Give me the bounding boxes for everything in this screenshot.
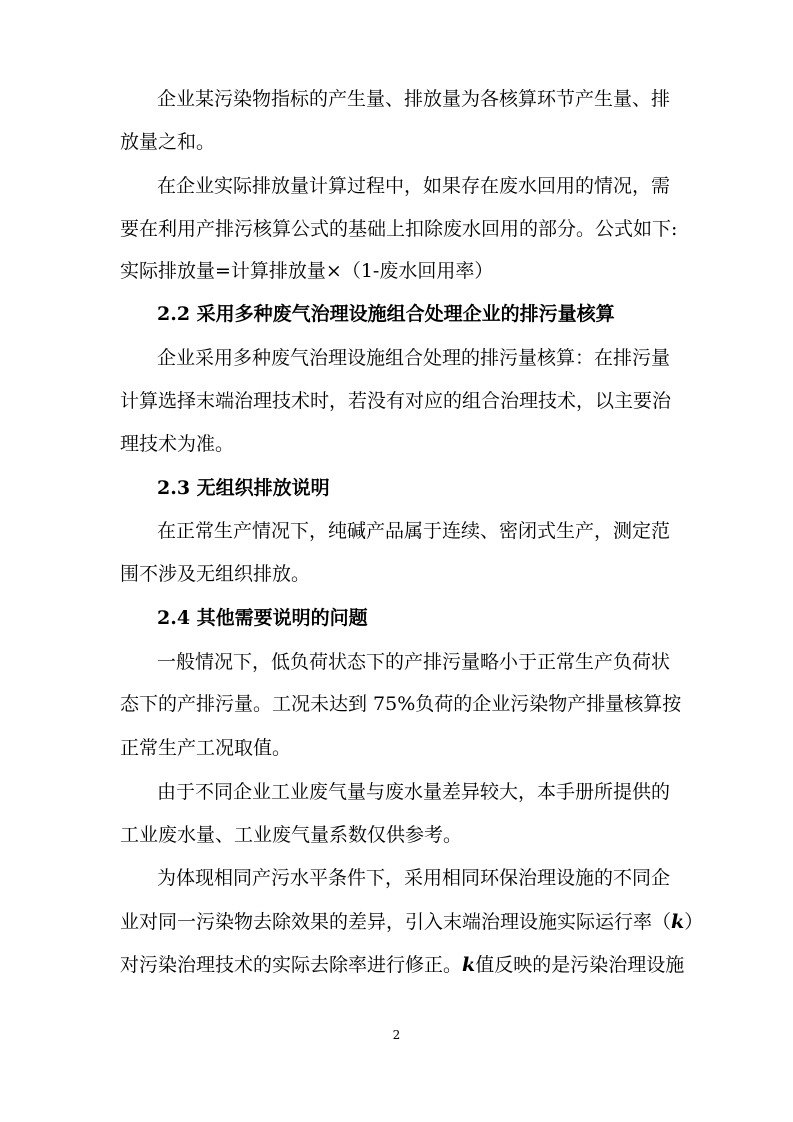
formula-line: 实际排放量=计算排放量×（1-废水回用率）: [120, 260, 494, 282]
k-symbol: k: [462, 954, 476, 976]
paragraph-1-line-1: 企业某污染物指标的产生量、排放量为各核算环节产生量、排: [157, 88, 671, 110]
paragraph-7-line-3-rest: 值反映的是污染治理设施: [475, 954, 685, 976]
paragraph-5-line-2: 态下的产排污量。工况未达到 75%负荷的企业污染物产排量核算按: [120, 693, 682, 715]
paragraph-7-line-2: [120, 911, 703, 933]
paragraph-3-line-1: 企业采用多种废气治理设施组合处理的排污量核算：在排污量: [157, 347, 671, 369]
section-heading-2-2: 2.2 采用多种废气治理设施组合处理企业的排污量核算: [157, 303, 615, 325]
paragraph-7-line-1: 为体现相同产污水平条件下，采用相同环保治理设施的不同企: [157, 867, 671, 889]
paragraph-6-line-1: 由于不同企业工业废气量与废水量差异较大，本手册所提供的: [157, 781, 671, 803]
paragraph-6-line-2: 工业废水量、工业废气量系数仅供参考。: [120, 824, 463, 846]
paragraph-7-line-2-text: 业对同一污染物去除效果的差异，引入末端治理设施实际运行率（: [120, 911, 672, 933]
paragraph-1-line-2: 放量之和。: [120, 131, 216, 153]
section-heading-2-4: 2.4 其他需要说明的问题: [157, 607, 368, 629]
paragraph-5-line-3: 正常生产工况取值。: [120, 737, 292, 759]
paragraph-7-line-3: [120, 954, 684, 976]
page-number: 2: [392, 1028, 401, 1042]
paragraph-4-line-2: 围不涉及无组织排放。: [120, 563, 311, 585]
paragraph-7-line-3-text: 对污染治理技术的实际去除率进行修正。: [120, 954, 463, 976]
paragraph-2-line-2: 要在利用产排污核算公式的基础上扣除废水回用的部分。公式如下:: [120, 218, 678, 240]
paragraph-3-line-2: 计算选择末端治理技术时，若没有对应的组合治理技术，以主要治: [120, 390, 672, 412]
paragraph-2-line-1: 在企业实际排放量计算过程中，如果存在废水回用的情况，需: [157, 175, 671, 197]
section-heading-2-3: 2.3 无组织排放说明: [157, 477, 330, 499]
paragraph-3-line-3: 理技术为准。: [120, 433, 235, 455]
paragraph-7-line-2-close: ）: [684, 911, 704, 933]
k-symbol: k: [671, 911, 685, 933]
paragraph-4-line-1: 在正常生产情况下，纯碱产品属于连续、密闭式生产，测定范: [157, 520, 671, 542]
paragraph-5-line-1: 一般情况下，低负荷状态下的产排污量略小于正常生产负荷状: [157, 651, 671, 673]
